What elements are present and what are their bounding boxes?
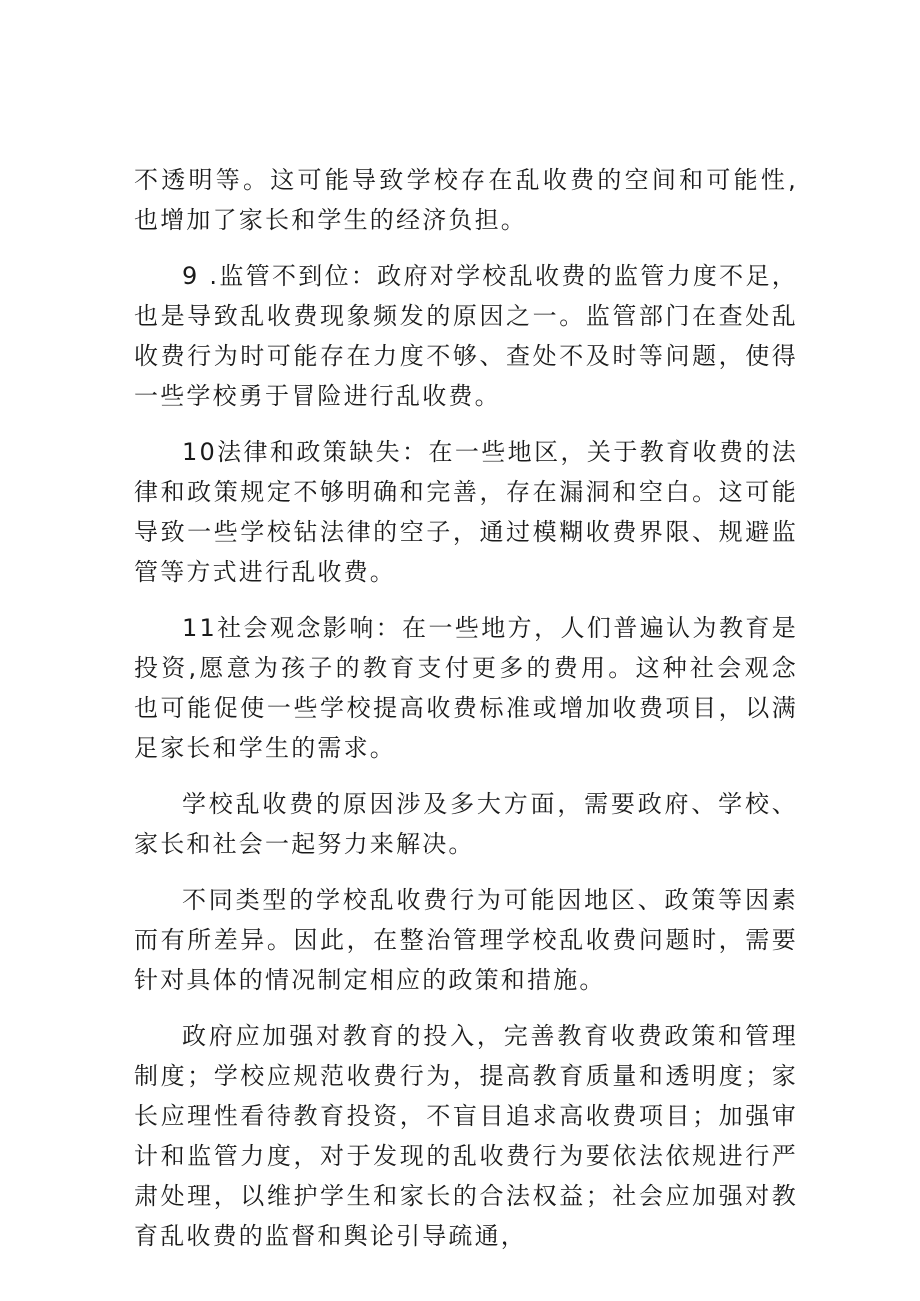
paragraph-item-11: 11社会观念影响：在一些地方，人们普遍认为教育是投资,愿意为孩子的教育支付更多的费用。这种社会观念也可能促使一些学校提高收费标准或增加收费项目，以满足家长和学生的需求。	[134, 614, 798, 762]
paragraph-item-9: 9 .监管不到位：政府对学校乱收费的监管力度不足，也是导致乱收费现象频发的原因之一。监管部门在查处乱收费行为时可能存在力度不够、查处不及时等问题，使得一些学校勇于冒险进行乱收费。	[134, 262, 798, 410]
paragraph-summary: 学校乱收费的原因涉及多大方面，需要政府、学校、家长和社会一起努力来解决。	[134, 790, 798, 858]
paragraph-differences: 不同类型的学校乱收费行为可能因地区、政策等因素而有所差异。因此，在整治管理学校乱收费问题时，需要针对具体的情况制定相应的政策和措施。	[134, 886, 798, 994]
paragraph-recommendations: 政府应加强对教育的投入，完善教育收费政策和管理制度；学校应规范收费行为，提高教育质量和透明度；家长应理性看待教育投资，不盲目追求高收费项目；加强审计和监管力度，对于发现的乱收费行为要依法依规进行严肃处理，以维护学生和家长的合法权益；社会应加强对教育乱收费的监督和舆论引导疏通，	[134, 1022, 798, 1250]
paragraph-continuation: 不透明等。这可能导致学校存在乱收费的空间和可能性,也增加了家长和学生的经济负担。	[134, 166, 798, 234]
paragraph-item-10: 10法律和政策缺失：在一些地区，关于教育收费的法律和政策规定不够明确和完善，存在漏洞和空白。这可能导致一些学校钻法律的空子，通过模糊收费界限、规避监管等方式进行乱收费。	[134, 438, 798, 586]
document-page	[134, 160, 798, 1256]
